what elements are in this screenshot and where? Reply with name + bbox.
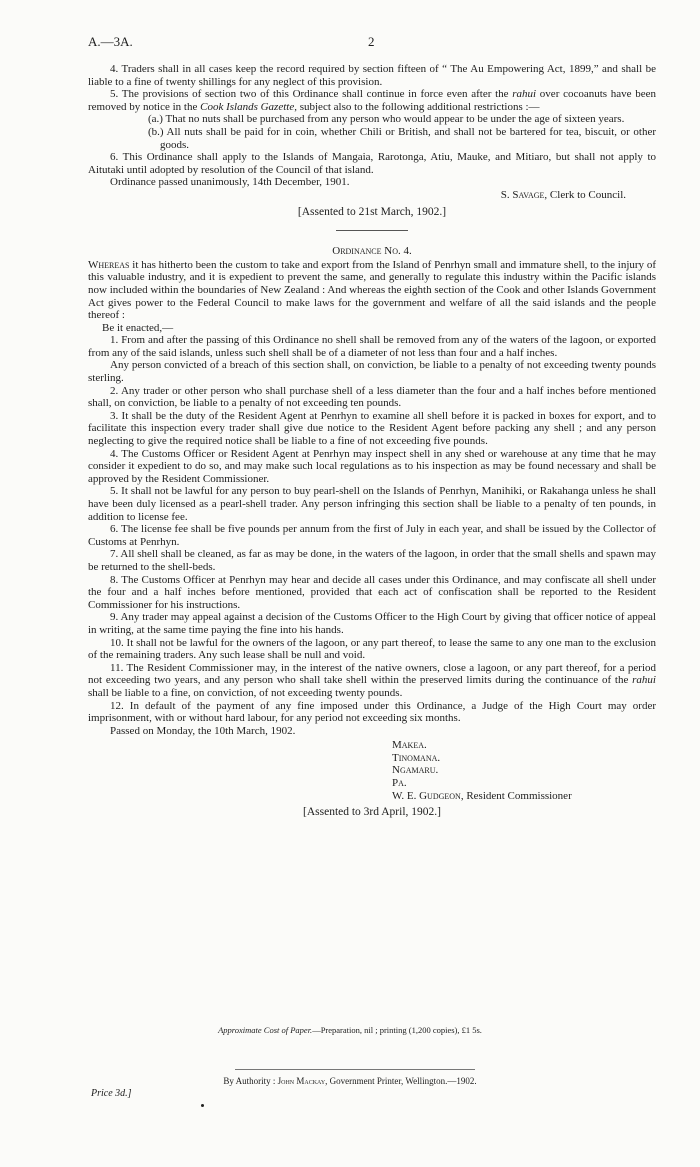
commissioner-title: , Resident Commissioner: [460, 789, 572, 802]
clause-5-text-c: , subject also to the following additional restrictions :—: [294, 100, 540, 113]
document-body: [88, 63, 656, 819]
page-header: [88, 34, 636, 50]
document-reference: A.—3A.: [88, 34, 133, 49]
signatories: [392, 739, 656, 802]
signatory-3: Ngamaru.: [392, 764, 439, 777]
clause-6: 6. This Ordinance shall apply to the Islands of Mangaia, Rarotonga, Atiu, Mauke, and Mitiaro, but shall not apply to Aitutaki until adopted by resolution of the Council of that island.: [88, 151, 656, 176]
enacting-clause: Be it enacted,—: [102, 321, 174, 334]
clerk-title: , Clerk to Council.: [544, 188, 626, 201]
section-8: 8. The Customs Officer at Penrhyn may hear and decide all cases under this Ordinance, and may confiscate all shell under the four and a half inches before mentioned, provided that each act of confiscation shall be reported to the Resident Commissioner for his instructions.: [88, 573, 656, 611]
cost-text: —Preparation, nil ; printing (1,200 copies), £1 5s.: [312, 1025, 482, 1035]
assent-note-1: [Assented to 21st March, 1902.]: [297, 205, 447, 218]
section-2: 2. Any trader or other person who shall purchase shell of a less diameter than the four and a half inches before mentioned shall, on conviction, be liable to a penalty of not exceeding ten pounds.: [88, 384, 656, 410]
section-9: 9. Any trader may appeal against a decision of the Customs Officer to the High Court by giving that officer notice of appeal in writing, at the same time paying the fine into his hands.: [88, 611, 656, 636]
printer-details: , Government Printer, Wellington.—1902.: [325, 1076, 477, 1086]
ordinance-heading: Ordinance No. 4.: [332, 245, 412, 258]
cost-label: Approximate Cost of Paper.: [218, 1025, 313, 1035]
section-7: 7. All shell shall be cleaned, as far as may be done, in the waters of the lagoon, in order that the small shells and spawn may be returned to the shell-beds.: [88, 548, 656, 573]
section-11-text-a: 11. The Resident Commissioner may, in the interest of the native owners, close a lagoon, or any part thereof, for a period not exceeding two years, and any person who shall take shell within the preserved limits during the continuance of the: [88, 661, 656, 687]
printer-name: John Mackay: [277, 1076, 326, 1086]
section-1-penalty: Any person convicted of a breach of this section shall, on conviction, be liable to a penalty of not exceeding twenty pounds sterling.: [88, 359, 656, 385]
section-11: [88, 662, 656, 700]
clerk-signature: [88, 189, 626, 202]
printer-imprint: [0, 1076, 700, 1086]
cost-note: [0, 1025, 700, 1035]
clause-5-text-b: over cocoanuts have been removed by notice in the: [88, 88, 657, 113]
preamble-whereas: Whereas: [88, 258, 130, 271]
print-speck: [201, 1104, 204, 1107]
signatory-1: Makea.: [392, 739, 427, 752]
section-10: 10. It shall not be lawful for the owners of the lagoon, or any part thereof, to lease the same to any one man to the exclusion of the remaining traders. Any such lease shall be null and void.: [88, 636, 656, 662]
section-12: 12. In default of the payment of any fine imposed under this Ordinance, a Judge of the High Court may order imprisonment, with or without hard labour, for any period not exceeding six months.: [88, 699, 656, 725]
clause-4: 4. Traders shall in all cases keep the record required by section fifteen of “ The Au Empowering Act, 1899,” and shall be liable to a fine of twenty shillings for any neglect of this provision.: [88, 63, 656, 88]
printer-authority: By Authority :: [223, 1076, 278, 1086]
footer-divider: [235, 1069, 475, 1070]
assent-note-2: [Assented to 3rd April, 1902.]: [303, 806, 441, 819]
signatory-5: [392, 790, 656, 803]
section-5: 5. It shall not be lawful for any person to buy pearl-shell on the Islands of Penrhyn, Manihiki, or Rakahanga unless he shall have been duly licensed as a pearl-shell trader. Any person infringing this section shall be liable to a penalty of ten pounds, in addition to license fee.: [88, 485, 656, 523]
clause-5-text-a: 5. The provisions of section two of this Ordinance shall continue in force even after the: [110, 88, 513, 101]
ordinance-passed: Ordinance passed unanimously, 14th December, 1901.: [110, 176, 350, 189]
passed-date: Passed on Monday, the 10th March, 1902.: [110, 724, 296, 737]
section-11-text-b: shall be liable to a fine, on conviction, of not exceeding twenty pounds.: [88, 686, 403, 699]
preamble: [88, 259, 656, 322]
section-11-rahui: rahui: [632, 674, 656, 687]
signatory-4: Pa.: [392, 777, 407, 790]
section-divider: [336, 230, 408, 231]
section-6: 6. The license fee shall be five pounds per annum from the first of July in each year, and shall be issued by the Collector of Customs at Penrhyn.: [88, 523, 656, 548]
section-1: 1. From and after the passing of this Ordinance no shell shall be removed from any of the waters of the lagoon, or exported from any of the said islands, unless such shell shall be of a diameter of not less than four and a half inches.: [88, 334, 656, 359]
commissioner-name: W. E. Gudgeon: [392, 789, 461, 802]
preamble-text: it has hitherto been the custom to take and export from the Island of Penrhyn small and immature shell, to the injury of this valuable industry, and it is expedient to prevent the same, and generally to regulate this industry within the Pacific islands now included within the boundaries of New Zealand : And whereas the eighth section of the Cook and other Islands Government Act gives power to the Federal Council to make laws for the government and welfare of all the said islands and the people thereof :: [88, 258, 656, 322]
clause-5: [88, 88, 656, 113]
signatory-2: Tinomana.: [392, 751, 441, 764]
clause-5-gazette: Cook Islands Gazette: [200, 100, 295, 113]
clerk-name: S. Savage: [500, 188, 545, 201]
price-note: Price 3d.]: [91, 1088, 132, 1099]
section-3: 3. It shall be the duty of the Resident Agent at Penrhyn to examine all shell before it is packed in boxes for export, and to facilitate this inspection every trader shall give due notice to the Resident Agent before packing any shell ; and any person neglecting to give the required notice shall be liable to a fine of not exceeding five pounds.: [88, 409, 656, 448]
subclause-a: (a.) That no nuts shall be purchased from any person who would appear to be under the age of sixteen years.: [148, 113, 625, 126]
clause-5-rahui: rahui: [512, 88, 537, 101]
page-number: 2: [368, 34, 375, 49]
subclause-b: (b.) All nuts shall be paid for in coin, whether Chili or British, and shall not be bartered for tea, biscuit, or other goods.: [148, 125, 656, 151]
section-4: 4. The Customs Officer or Resident Agent at Penrhyn may inspect shell in any shed or warehouse at any time that he may consider it expedient to do so, and may make such local regulations as to his inspection as may be found necessary and shall be approved by the Resident Commissioner.: [88, 447, 656, 485]
